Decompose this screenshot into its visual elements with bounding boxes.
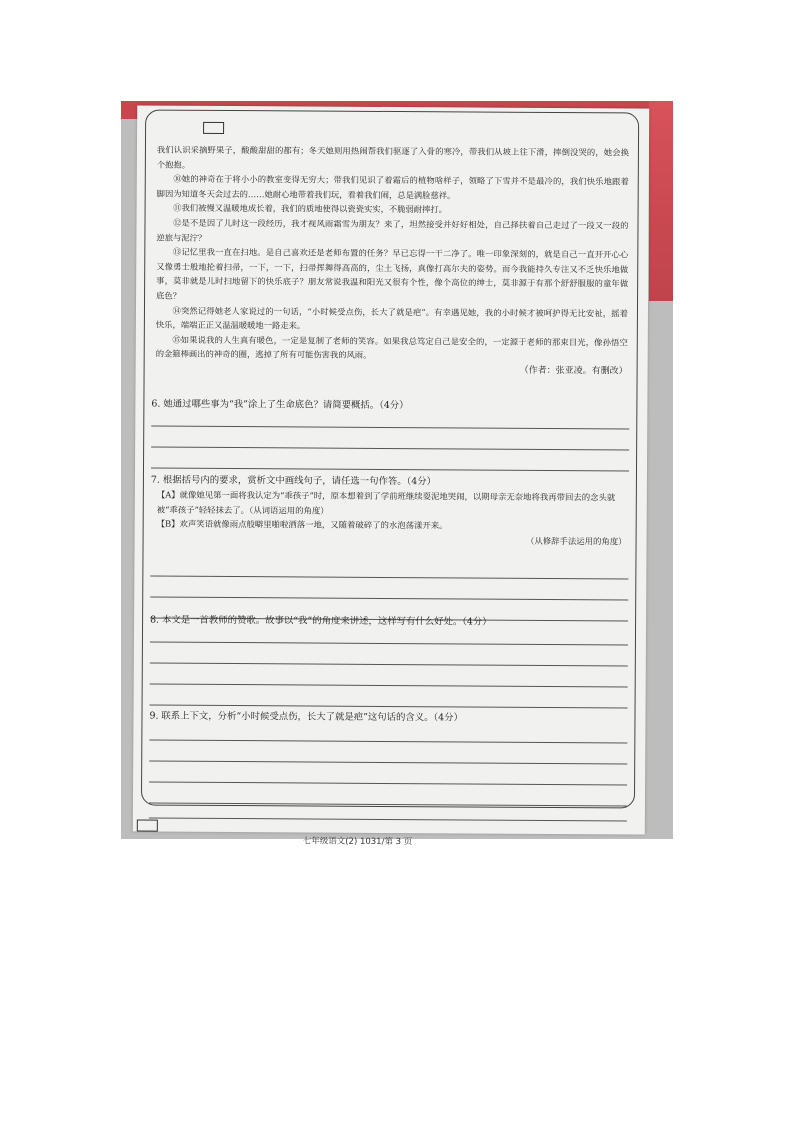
passage-paragraph: ⑭突然记得她老人家说过的一句话，“小时候受点伤，长大了就是疤”。有幸遇见她，我的小时候才被呵护得无比安祉，摇着快乐，端端正正又温温暖暖地一路走来。 <box>155 305 628 331</box>
option-b-requirement: （从修辞手法运用的角度） <box>526 535 627 546</box>
photo-background <box>121 101 673 848</box>
passage-paragraph: 我们认识采摘野果子，酸酸甜甜的都有；冬天她则用热闹帮我们驱逐了入骨的寒冷，带我们从坡上往下滑，摔倒没哭的，她会换个抱抱。 <box>156 144 629 170</box>
question-number: 9. <box>149 710 159 722</box>
exam-sheet <box>133 105 649 848</box>
passage-paragraph: ⑪我们被慢又温暖地成长着，我们的质地使得以瓷瓷实实，不脆弱耐摔打。 <box>173 203 448 215</box>
question-text: 本文是一首教师的赞歌。故事以“我”的角度来讲述，这样写有什么好处。（4分） <box>161 614 492 628</box>
option-b: 【B】欢声笑语就像雨点般噼里啪啦洒落一地，又随着破碎了的水泡荡漾开来。 <box>156 518 448 531</box>
author-attribution: （作者：张亚凌。有删改） <box>519 365 628 377</box>
passage-paragraph: ⑩她的神奇在于将小小的教室变得无穷大；带我们见识了着霜后的植物啥样子，领略了下雪并不是最冷的，我们快乐地跟着脚因为知道冬天会过去的……她耐心地带着我们玩，看着我们闹，总是满脸慈祥。 <box>156 173 629 201</box>
passage-paragraph: ⑬记忆里我一直在扫地。是自己喜欢还是老师布置的任务？早已忘得一干二净了。唯一印象深刻的，就是自己一直开开心心又像勇士般地抡着扫帚，一下，一下，扫帚挥舞得高高的，尘土飞扬，真像打高尔夫的姿势。而今我能持久专注又不乏快乐地做事，莫非就是儿时扫地留下的快乐底子？朋友常说我温和阳光又很有个性，像个高位的绅士，莫非源于有那个舒舒服服的童年做底色？ <box>156 246 629 301</box>
corner-box-bottom <box>137 819 158 831</box>
question-9 <box>149 710 629 727</box>
question-text: 她通过哪些事为“我”涂上了生命底色？请简要概括。（4分） <box>163 398 409 412</box>
passage-paragraph: ⑫是不是因了儿时这一段经历，我才视风雨霜雪为朋友？来了，坦然接受并好好相处，自己择扶着自己走过了一段又一段的逆旅与泥泞？ <box>156 217 629 243</box>
page-footer: 七年级语文(2) 1031/第 3 页 <box>302 836 413 848</box>
question-text: 根据括号内的要求，赏析文中画线句子，请任选一句作答。（4分） <box>162 474 437 488</box>
question-text: 联系上下文，分析“小时候受点伤，长大了就是疤”这句话的含义。（4分） <box>161 710 463 724</box>
question-number: 8. <box>150 614 160 626</box>
question-7 <box>151 474 631 549</box>
question-8 <box>150 614 630 631</box>
reading-passage <box>156 143 629 379</box>
question-number: 7. <box>150 474 160 486</box>
question-number: 6. <box>151 398 161 410</box>
option-a: 【A】就像她见第一面将我认定为“乖孩子”时，原本想着到了学前班继续耍泥地哭闹，以期母亲无奈地将我再带回去的念头就被“乖孩子”轻轻抹去了。（从词语运用的角度） <box>156 489 616 516</box>
passage-paragraph: ⑮如果说我的人生真有暖色，一定是复制了老师的笑容。如果我总笃定自己是安全的，一定源于老师的那束目光，像孙悟空的金箍棒画出的神奇的圈，逃掉了所有可能伤害我的风雨。 <box>155 334 628 361</box>
question-6 <box>151 398 631 415</box>
red-folder-right <box>649 101 673 301</box>
answer-line[interactable] <box>149 818 627 822</box>
